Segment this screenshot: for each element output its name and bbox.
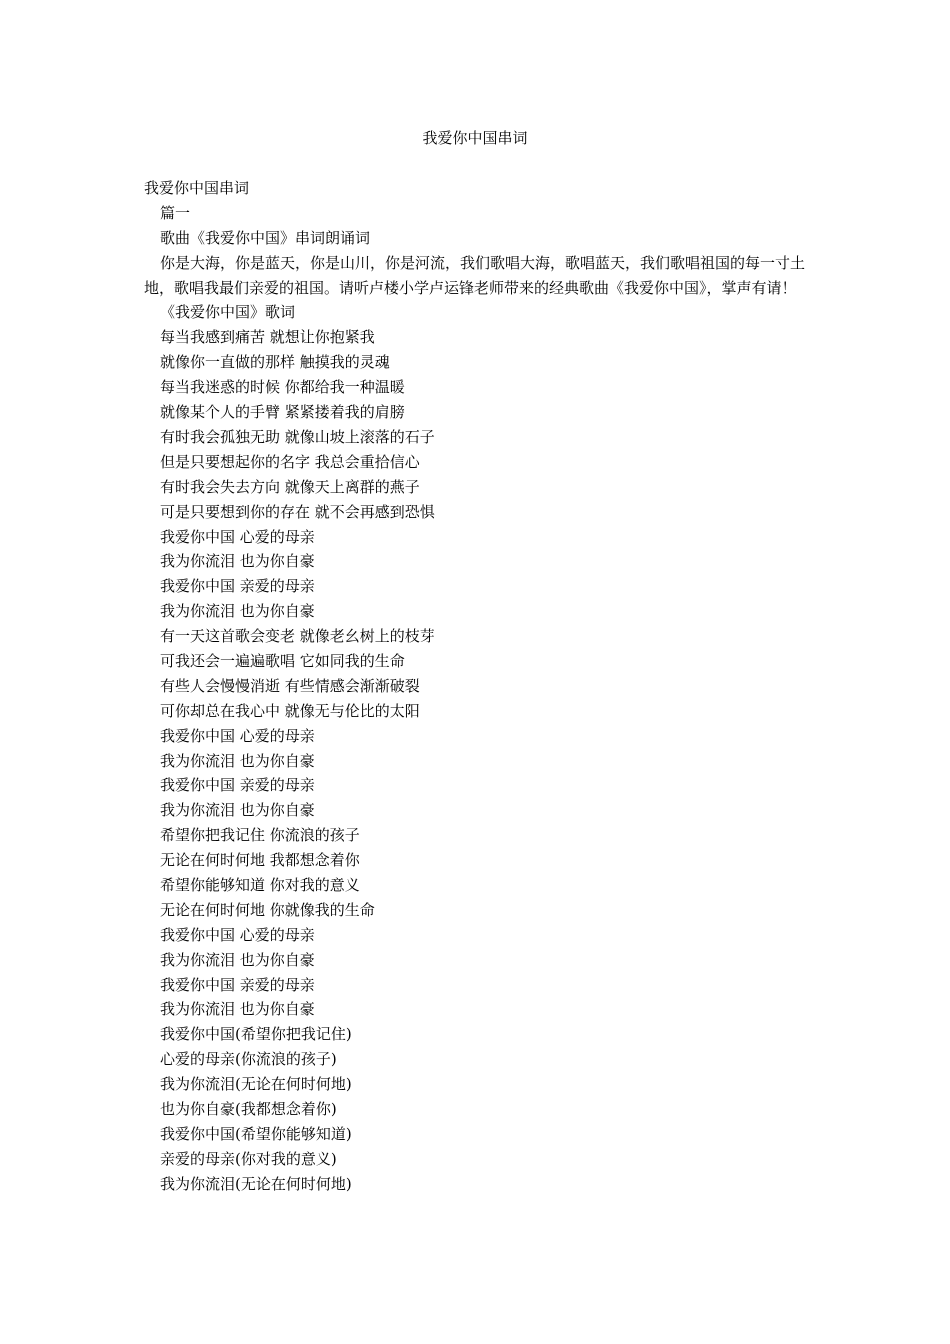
lyric-line: 可你却总在我心中 就像无与伦比的太阳 <box>160 701 420 720</box>
page-title: 我爱你中国串词 <box>422 129 528 147</box>
document-heading: 我爱你中国串词 <box>144 179 250 197</box>
lyric-line: 亲爱的母亲(你对我的意义) <box>160 1149 337 1168</box>
lyric-line: 就像某个人的手臂 紧紧搂着我的肩膀 <box>160 403 405 422</box>
lyric-line: 每当我迷惑的时候 你都给我一种温暖 <box>160 378 405 397</box>
lyric-line: 我爱你中国(希望你能够知道) <box>160 1124 352 1143</box>
lyric-line: 心爱的母亲(你流浪的孩子) <box>160 1050 337 1069</box>
lyric-line: 我为你流泪(无论在何时何地) <box>160 1174 352 1193</box>
lyric-line: 我为你流泪 也为你自豪 <box>160 552 315 571</box>
lyric-line: 但是只要想起你的名字 我总会重拾信心 <box>160 452 420 471</box>
lyric-line: 我爱你中国 亲爱的母亲 <box>160 776 315 795</box>
lyric-line: 我为你流泪 也为你自豪 <box>160 950 315 969</box>
lyric-line: 无论在何时何地 我都想念着你 <box>160 851 360 870</box>
lyric-line: 我为你流泪 也为你自豪 <box>160 1000 315 1019</box>
lyric-line: 我为你流泪 也为你自豪 <box>160 751 315 770</box>
lyrics-list <box>144 325 812 1196</box>
lyrics-heading: 《我爱你中国》歌词 <box>160 303 296 322</box>
lyric-line: 也为你自豪(我都想念着你) <box>160 1099 337 1118</box>
lyric-line: 有时我会孤独无助 就像山坡上滚落的石子 <box>160 427 435 446</box>
intro-paragraph: 你是大海，你是蓝天，你是山川，你是河流，我们歌唱大海，歌唱蓝天，我们歌唱祖国的每一寸土地，歌唱我最们亲爱的祖国。请听卢楼小学卢运锋老师带来的经典歌曲《我爱你中国》，掌声有请！ <box>144 253 806 297</box>
lyric-line: 每当我感到痛苦 就想让你抱紧我 <box>160 328 375 347</box>
lyric-line: 我爱你中国 亲爱的母亲 <box>160 577 315 596</box>
lyric-line: 我爱你中国 心爱的母亲 <box>160 527 315 546</box>
section-label: 篇一 <box>160 203 191 222</box>
lyric-line: 就像你一直做的那样 触摸我的灵魂 <box>160 353 390 372</box>
lyric-line: 我为你流泪 也为你自豪 <box>160 602 315 621</box>
lyric-line: 希望你能够知道 你对我的意义 <box>160 875 360 894</box>
lyric-line: 我为你流泪 也为你自豪 <box>160 801 315 820</box>
lyric-line: 有些人会慢慢消逝 有些情感会渐渐破裂 <box>160 676 420 695</box>
lyric-line: 我爱你中国 亲爱的母亲 <box>160 975 315 994</box>
lyric-line: 希望你把我记住 你流浪的孩子 <box>160 826 360 845</box>
document-subtitle: 歌曲《我爱你中国》串词朗诵词 <box>160 228 371 247</box>
lyric-line: 我为你流泪(无论在何时何地) <box>160 1075 352 1094</box>
lyric-line: 有时我会失去方向 就像天上离群的燕子 <box>160 477 420 496</box>
document-body <box>144 176 812 1197</box>
lyric-line: 可我还会一遍遍歌唱 它如同我的生命 <box>160 651 405 670</box>
lyric-line: 我爱你中国(希望你把我记住) <box>160 1025 352 1044</box>
lyric-line: 有一天这首歌会变老 就像老幺树上的枝芽 <box>160 627 435 646</box>
lyric-line: 可是只要想到你的存在 就不会再感到恐惧 <box>160 502 435 521</box>
lyric-line: 无论在何时何地 你就像我的生命 <box>160 900 375 919</box>
lyric-line: 我爱你中国 心爱的母亲 <box>160 726 315 745</box>
lyric-line: 我爱你中国 心爱的母亲 <box>160 925 315 944</box>
